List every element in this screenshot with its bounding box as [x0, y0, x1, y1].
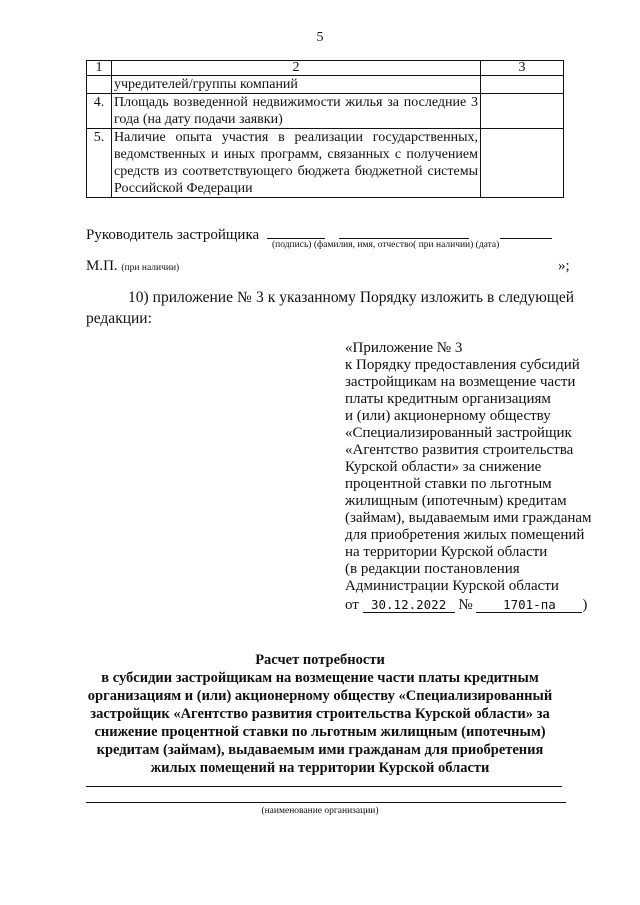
table-row: [87, 129, 564, 198]
title-line: организациям и (или) акционерному обществу «Специализированный: [87, 688, 553, 704]
date-prefix: от: [345, 597, 359, 613]
date-blank: [500, 226, 552, 239]
appendix-line: «Приложение № 3: [345, 340, 463, 356]
row-number: 4.: [87, 94, 112, 129]
row-number: 5.: [87, 129, 112, 198]
header-col-1: 1: [87, 61, 112, 76]
title-line: Расчет потребности: [255, 652, 385, 668]
appendix-line: (в редакции постановления: [345, 561, 520, 577]
table-row: [87, 76, 564, 94]
appendix-line: для приобретения жилых помещений: [345, 527, 585, 543]
paren-close: ): [582, 597, 588, 613]
appendix-line: на территории Курской области: [345, 544, 548, 560]
appendix-line: «Агентство развития строительства: [345, 442, 574, 458]
stamp-note: (при наличии): [121, 263, 180, 273]
appendix-line: процентной ставки по льготным: [345, 476, 552, 492]
signature-blank: [267, 226, 325, 239]
table-header-row: [87, 61, 564, 76]
title-line: снижение процентной ставки по льготным жилищным (ипотечным): [94, 724, 546, 740]
title-line: жилых помещений на территории Курской области: [150, 760, 490, 776]
appendix-line: и (или) акционерному обществу: [345, 408, 551, 424]
resolution-number: 1701-па: [476, 598, 582, 613]
name-blank: [339, 226, 469, 239]
org-name-blank-1: [86, 786, 562, 787]
org-name-caption: (наименование организации): [261, 806, 379, 816]
quote-close: »;: [558, 258, 570, 274]
amendment-paragraph: 10) приложение № 3 к указанному Порядку изложить в следующей редакции:: [86, 289, 574, 327]
title-line: кредитам (займам), выдаваемым ими гражданам для приобретения: [96, 742, 544, 758]
row-value: [481, 76, 564, 94]
appendix-line: к Порядку предоставления субсидий: [345, 357, 580, 373]
signature-label: Руководитель застройщика: [86, 227, 260, 243]
resolution-date: 30.12.2022: [363, 598, 455, 613]
appendix-line: жилищным (ипотечным) кредитам: [345, 493, 567, 509]
appendix-line: застройщикам на возмещение части: [345, 374, 576, 390]
calculation-title: [70, 651, 570, 777]
appendix-line: «Специализированный застройщик: [345, 425, 572, 441]
title-line: в субсидии застройщикам на возмещение части платы кредитным: [101, 670, 539, 686]
row-text: Площадь возведенной недвижимости жилья за последние 3 года (на дату подачи заявки): [112, 94, 481, 129]
signature-caption: (подпись) (фамилия, имя, отчество( при наличии) (дата): [272, 240, 500, 250]
criteria-table: [86, 60, 564, 198]
resolution-date-line: [345, 597, 587, 614]
row-value: [481, 94, 564, 129]
header-col-2: 2: [112, 61, 481, 76]
appendix-header: [345, 340, 605, 595]
stamp-label: М.П.: [86, 258, 118, 274]
org-name-blank-2: [86, 802, 566, 803]
appendix-line: платы кредитным организациям: [345, 391, 551, 407]
row-value: [481, 129, 564, 198]
appendix-line: (займам), выдаваемым ими гражданам: [345, 510, 592, 526]
page-number: 5: [316, 30, 324, 45]
title-line: застройщик «Агентство развития строительства Курской области» за: [90, 706, 550, 722]
appendix-line: Курской области» за снижение: [345, 459, 542, 475]
row-text: Наличие опыта участия в реализации государственных, ведомственных и иных программ, связанных с получением средств из соответствующего бюджета бюджетной системы Российской Федерации: [112, 129, 481, 198]
header-col-3: 3: [481, 61, 564, 76]
table-row: [87, 94, 564, 129]
stamp-line: [86, 258, 179, 275]
row-number: [87, 76, 112, 94]
row-text: учредителей/группы компаний: [112, 76, 481, 94]
number-prefix: №: [458, 597, 473, 613]
appendix-line: Администрации Курской области: [345, 578, 559, 594]
